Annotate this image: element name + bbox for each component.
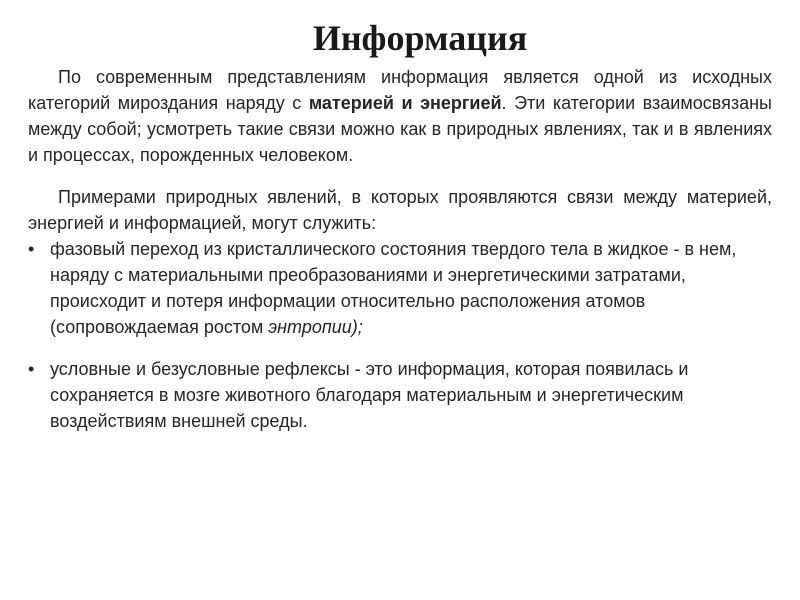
- list-item-italic: энтропии);: [268, 317, 363, 337]
- bullet-icon: •: [28, 239, 35, 259]
- paragraph-examples-text: Примерами природных явлений, в которых проявляются связи между материей, энергией и информацией, могут служить:: [28, 187, 772, 233]
- list-item: [28, 236, 772, 340]
- list-item-text: фазовый переход из кристаллического состояния твердого тела в жидкое - в нем, наряду с материальными преобразованиями и энергетическими затратами, происходит и потеря информации относительно расположения атомов (сопровождаемая ростом: [50, 239, 737, 337]
- paragraph-examples: [28, 184, 772, 236]
- paragraph-intro-text: [28, 64, 772, 168]
- list-item-text: условные и безусловные рефлексы - это информация, которая появилась и сохраняется в мозге животного благодаря материальным и энергетическим воздействиям внешней среды.: [50, 359, 689, 431]
- paragraph-intro-before: По современным представлениям информация является одной из исходных категорий мироздания наряду с: [28, 67, 772, 113]
- bullet-list-2: [28, 356, 772, 434]
- bullet-icon: •: [28, 359, 35, 379]
- paragraph-intro-bold: материей и энергией: [308, 93, 502, 113]
- bullet-list-1: [28, 236, 772, 340]
- paragraph-intro-after: . Эти категории взаимосвязаны между собой; усмотреть такие связи можно как в природных явлениях, так и в явлениях и процессах, порожденных человеком.: [28, 93, 772, 165]
- page-title: Информация: [312, 18, 528, 58]
- list-item: [28, 356, 772, 434]
- paragraph-intro: [28, 64, 772, 168]
